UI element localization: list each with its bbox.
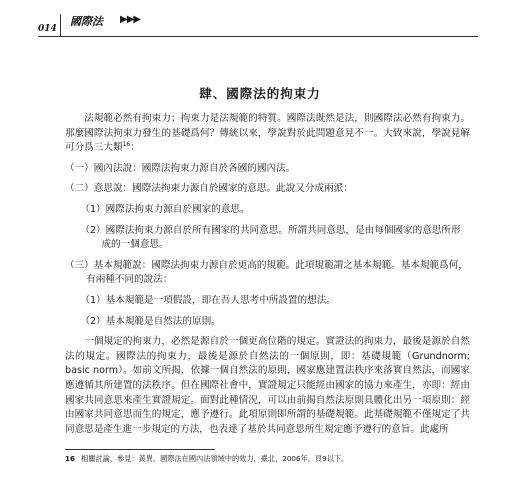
- list-item-will-theory: （二）意思說：國際法拘束力源自於國家的意思。此說又分成兩派：: [65, 183, 353, 195]
- arrow-triangle-icon: ▶▶▶: [120, 14, 141, 25]
- running-title: 國際法: [70, 15, 103, 28]
- paragraph-basic-norm: 一個規定的拘束力，必然是源自於一個更高位階的規定。實證法的拘束力，最後是源於自然法的規定。國際法的拘束力，最後是源於自然法的一個原則，即：基礎規範（Grundnorm; basic norm）。如前文所揭，依據一個自然法的原則，國家應建置法秩序來落實自然法，而國家應遵循其所建置的法秩序。但在國際社會中，實證規定只能經由國家的協力來產生，亦即：經由國家共同意思來產生實證規定。面對此種情況，可以由前揭自然法原則具體化出另一項原則：經由國家共同意思而生的規定，應予遵行。此項原則即所謂的基礎規範。此基礎規範不僅規定了共同意思是產生進一步規定的方法，也表達了基於共同意思所生規定應予遵行的意旨。此處所: [65, 336, 470, 435]
- list-subitem-state-will: （1）國際法拘束力源自於國家的意思。: [80, 203, 250, 215]
- list-item-basic-norm: （三）基本規範說：國際法拘束力源自於更高的規範。此項規範謂之基本規範。基本規範爲何，有兩種不同的說法：: [65, 259, 468, 286]
- body-text: [65, 112, 470, 437]
- header-vertical-rule: [60, 14, 61, 36]
- paragraph-intro: 法規範必然有拘束力；拘束力是法規範的特質。國際法既然是法，則國際法必然有拘束力。那麼國際法拘束力發生的基礎爲何？傳統以來，學說對於此問題意見不一。大致來說，學說見解可分爲三大類$^{16}$：: [65, 113, 470, 154]
- footnote-rule: [65, 449, 215, 450]
- footnote-text: 相關討論，參見：黃異，國際法在國內法領域中的效力，臺北，2006年，頁9以下。: [81, 454, 349, 463]
- list-subitem-natural-law: （2）基本規範是自然法的原則。: [80, 315, 221, 327]
- list-item-domestic-law: （一）國內法說：國際法拘束力源自於各國的國內法。: [65, 162, 296, 174]
- page-number: 014: [38, 24, 57, 34]
- list-subitem-hypothesis: （1）基本規範是一項假設，即在吾人思考中所設置的想法。: [80, 294, 336, 306]
- header-rule: [38, 36, 478, 37]
- footnote: [65, 454, 475, 464]
- footnote-marker: 16: [122, 141, 131, 148]
- section-title: 肆、國際法的拘束力: [199, 86, 321, 101]
- footnote-number: 16: [65, 454, 76, 463]
- list-subitem-common-will: （2）國際法拘束力源自於所有國家的共同意思。所謂共同意思，是由每個國家的意思所形成的一個意思。: [80, 224, 461, 251]
